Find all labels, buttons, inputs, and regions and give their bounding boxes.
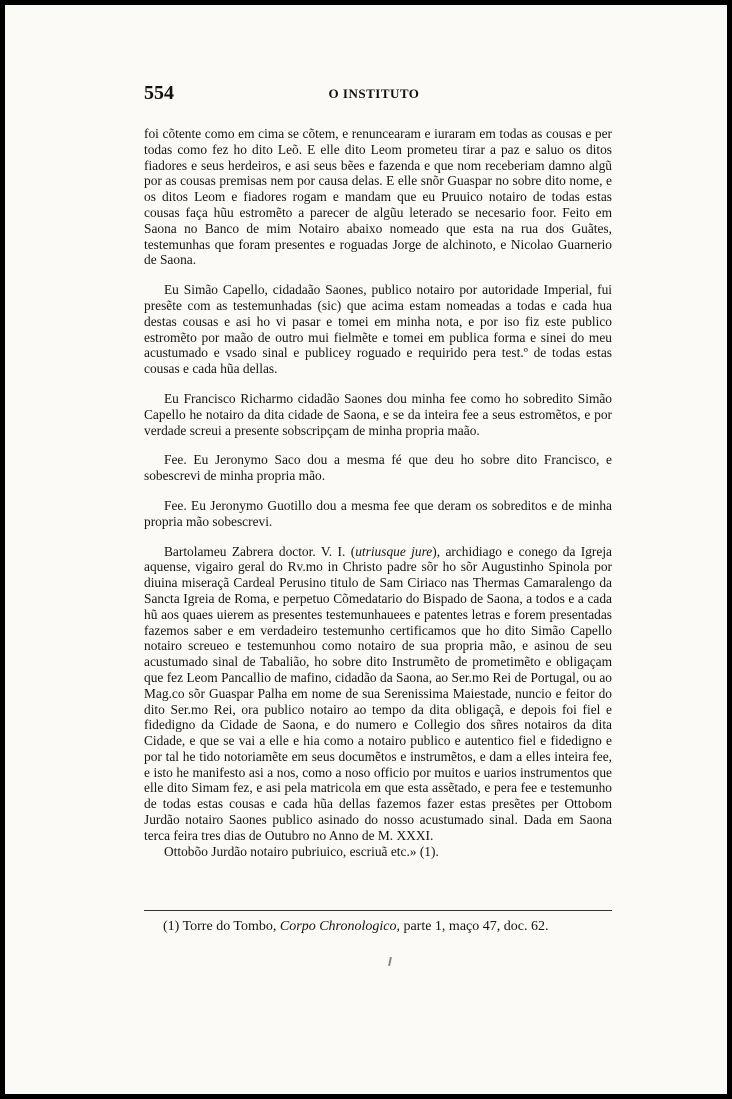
footnote-text: parte 1, maço 47, doc. 62. bbox=[399, 919, 549, 934]
paragraph bbox=[144, 544, 612, 844]
footnote-divider bbox=[144, 910, 612, 911]
page-number: 554 bbox=[144, 82, 174, 104]
page bbox=[5, 5, 727, 1094]
footnote-marker: (1) bbox=[163, 919, 180, 934]
paragraph: Ottobõo Jurdão notairo pubriuico, escriuã etc.» (1). bbox=[164, 843, 439, 859]
paragraph: Fee. Eu Jeronymo Guotillo dou a mesma fee que deram os sobreditos e de minha propria mão sobescrevi. bbox=[144, 497, 612, 529]
italic-text: utriusque jure bbox=[355, 543, 433, 559]
running-title: O INSTITUTO bbox=[328, 86, 420, 101]
body-text bbox=[144, 126, 612, 859]
paragraph: Eu Simão Capello, cidadaão Saones, publico notairo por autoridade Imperial, fui presẽte com as testemunhadas (sic) que acima estam nomeadas a todas e cada hua destas cousas e asi ho vi pasar e tomei em minha nota, e por iso fiz este publico estromẽto por maão de outro mui fielmẽte e tomei em publica forma e sinei do meu acustumado e vsado sinal e publicey roguado e requirido pera test.º de todas estas cousas e cada hũa dellas. bbox=[144, 282, 612, 377]
footnote bbox=[163, 919, 623, 935]
page-header bbox=[144, 82, 604, 108]
paragraph-text: Bartolameu Zabrera doctor. V. I. ( bbox=[164, 543, 356, 559]
paragraph: Fee. Eu Jeronymo Saco dou a mesma fé que deu ho sobre dito Francisco, e sobescrevi de minha propria mão. bbox=[144, 452, 612, 484]
stray-mark bbox=[388, 957, 392, 966]
paragraph: Eu Francisco Richarmo cidadão Saones dou minha fee como ho sobredito Simão Capello he notairo da dita cidade de Saona, e se da inteira fee a seus estromẽtos, e por verdade screui a presente sobscripçam de minha propria maão. bbox=[144, 390, 612, 438]
paragraph-text: ), archidiago e conego da Igreja aquense, vigairo geral do Rv.mo in Christo padre sõr ho sõr Augustinho Spinola por diuina miseraçã Cardeal Perusino titulo de Sam Ciriaco nas Thermas Camaralengo da Sancta Igreia de Roma, e perpetuo Cõmedatario do Bispado de Saona, a todos e a cada hũ aos quaes uierem as presentes testemunhauees e patentes letras e forem presentadas fazemos saber e em verdadeiro testemunho certificamos que ho dito Simão Capello notairo screueo e testemunhou como notairo de sua propria mão, e asinou de seu acustumado sinal de Tabalião, ho sobre dito Instrumẽto de prometimẽto e obligaçam que fez Leom Pancallio de mafino, cidadão da Saona, ao Ser.mo Rei de Portugal, ou ao Mag.co sõr Guaspar Palha em nome de sua Serenissima Maiestade, nuncio e feitor do dito Ser.mo Rei, ora publico notairo ao tempo da dita obligaçã, e depois foi fiel e fidedigno da Cidade de Saona, e do numero e Collegio dos sñres notairos da dita Cidade, e que se vai a elle e hia como a notairo publico e autentico fiel e fidedigno e por tal he tido notoriamẽte em seus documẽtos e instrumẽtos, e dam a elles inteira fee, e isto he manifesto asi a nos, como a noso officio por muitos e uarios instrumentos que elle dito Simam fez, e asi pela matricola em que esta assẽtado, e pera fee e testemunho de todas estas cousas e cada hũa dellas fazemos fazer estas presẽtes per Ottobom Jurdão notairo Saones publico asinado do nosso acustumado sinal. Dada em Saona terca feira tres dias de Outubro no Anno de M. XXXI. bbox=[144, 543, 612, 843]
footnote-italic: Corpo Chronologico, bbox=[279, 919, 400, 934]
paragraph: foi cõtente como em cima se cõtem, e renuncearam e iuraram em todas as cousas e per todas como fez ho dito Leõ. E elle dito Leom prometeu tirar a paz e saluo os ditos fiadores e seus herdeiros, e asi seus bẽes e fazenda e que nom receberiam damno algũ por as cousas premisas nem por causa delas. E elle snõr Guaspar no sobre dito nome, e os ditos Leom e fiadores rogam e mandam que eu Pruuico notairo de todas estas cousas faça hũu estromẽto a parecer de algũu leterado se necesario foor. Feito em Saona no Banco de mim Notairo abaixo nomeado que esta na rua dos Guãtes, testemunhas que foram presentes e roguadas Jorge de alchinoto, e Nicolao Guarnerio de Saona. bbox=[144, 126, 612, 268]
footnote-text: Torre do Tombo, bbox=[179, 919, 280, 934]
